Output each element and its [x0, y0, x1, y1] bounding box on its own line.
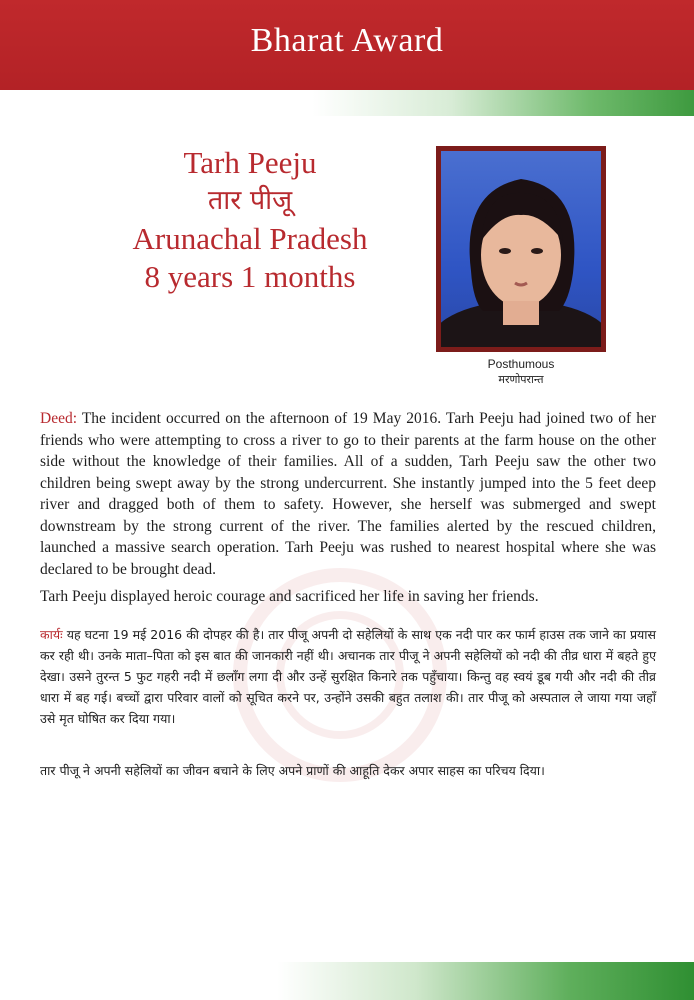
deed-text-hindi: यह घटना 19 मई 2016 की दोपहर की है। तार पीजू अपनी दो सहेलियों के साथ एक नदी पार कर फार्म हाउस तक जाने का प्रयास कर रही थी। उनके माता–पिता को इस बात की जानकारी नहीं थी। अचानक तार पीजू ने अपनी सहेलियों को नदी की तीव्र धारा में बहते हुए देखा। उसने तुरन्त 5 फुट गहरी नदी में छलाँग लगा दी और उन्हें सुरक्षित किनारे तक पहुँचाया। किन्तु वह स्वयं डूब गयी और नदी की तीव्र धारा में बह गई। बच्चों द्वारा परिवार वालों को सूचित करने पर, उन्होंने उसकी बहुत तलाश की। तार पीजू को अस्पताल ले जाया गया जहाँ उसे मृत घोषित कर दिया गया।: [40, 627, 656, 726]
caption-posthumous-english: Posthumous: [487, 357, 555, 371]
portrait-illustration-icon: [441, 151, 601, 347]
deed-paragraph-english: [40, 408, 656, 580]
awardee-details: [100, 144, 400, 296]
page-title: Bharat Award: [250, 22, 444, 59]
portrait-photo: [441, 151, 601, 347]
deed-label-hindi: कार्यः: [40, 627, 63, 642]
portrait-frame: [436, 146, 606, 352]
header-gradient-band: [0, 90, 694, 116]
deed-summary-hindi: तार पीजू ने अपनी सहेलियों का जीवन बचाने के लिए अपने प्राणों की आहूति देकर अपार साहस का परिचय दिया।: [40, 763, 545, 778]
awardee-name-hindi: तार पीजू: [207, 185, 293, 216]
deed-summary-english: Tarh Peeju displayed heroic courage and sacrificed her life in saving her friends.: [40, 588, 539, 605]
awardee-state: Arunachal Pradesh: [132, 221, 368, 256]
awardee-age: 8 years 1 months: [144, 259, 356, 294]
header-banner: [0, 0, 694, 90]
deed-label-english: Deed:: [40, 410, 78, 427]
footer-gradient-band: [0, 962, 694, 1000]
caption-posthumous-hindi: मरणोपरान्त: [498, 373, 544, 386]
photo-caption: [436, 357, 606, 387]
deed-text-english: The incident occurred on the afternoon of 19 May 2016. Tarh Peeju had joined two of her friends who were attempting to cross a river to go to their parents at the farm house on the other side without the knowledge of their families. All of a sudden, Tarh Peeju saw the other two children being swept away by the strong undercurrent. She instantly jumped into the 5 feet deep river and dragged both of them to safety. However, she herself was submerged and swept downstream by the strong current of the river. The families alerted by the rescued children, launched a massive search operation. Tarh Peeju was rushed to nearest hospital where she was declared to be brought dead.: [40, 410, 656, 578]
deed-paragraph-hindi: [40, 624, 656, 729]
awardee-name-english: Tarh Peeju: [183, 145, 317, 180]
